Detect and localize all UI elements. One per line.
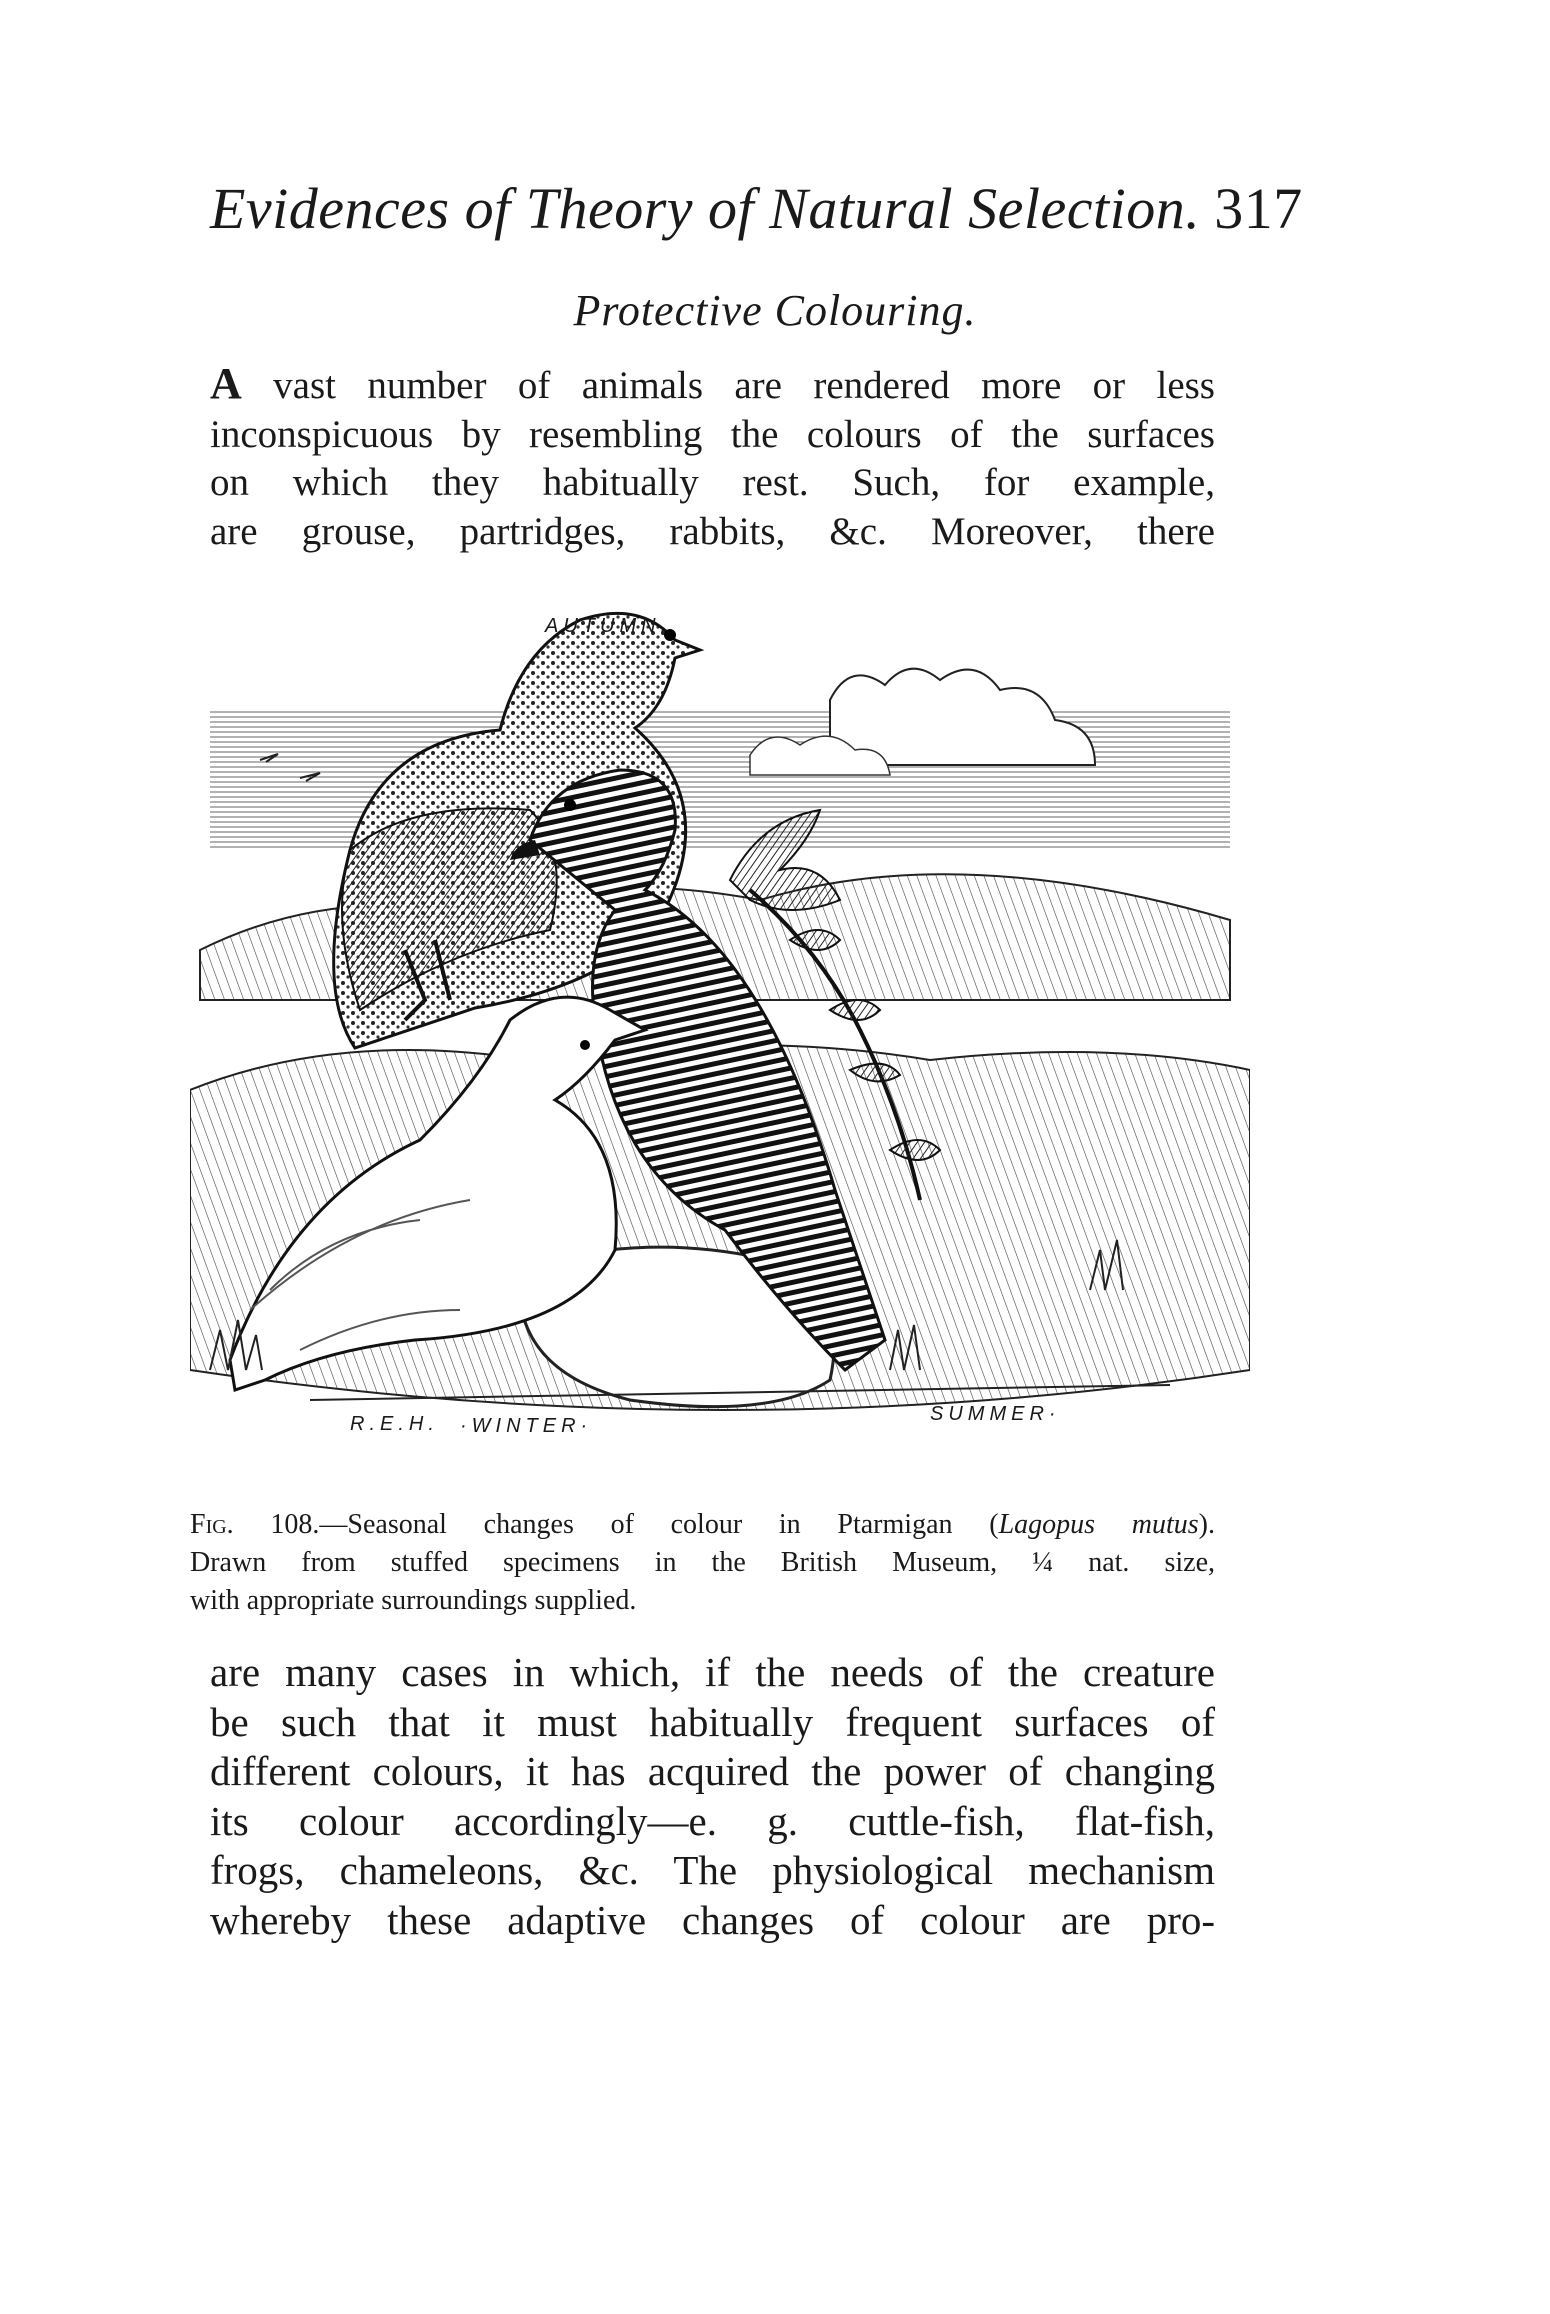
caption-line-1-text: —Seasonal changes of colour in Ptarmigan (	[319, 1509, 999, 1540]
paragraph-1-line-1-text: vast number of animals are rendered more or less	[241, 364, 1215, 407]
label-winter: ·WINTER·	[460, 1415, 593, 1437]
caption-line-1-end: ).	[1198, 1509, 1215, 1540]
paragraph-1-line-1	[210, 360, 1215, 411]
engraving-svg	[190, 590, 1250, 1480]
running-head-title: Evidences of Theory of Natural Selection.	[210, 176, 1201, 241]
drop-word: A	[210, 359, 242, 408]
paragraph-1-line-3: on which they habitually rest. Such, for example,	[210, 461, 1215, 504]
paragraph-2	[210, 1648, 1215, 1945]
caption-line-1	[190, 1506, 1215, 1544]
caption-line-3: with appropriate surroundings supplied.	[190, 1585, 637, 1616]
species-name: Lagopus mutus	[998, 1509, 1199, 1540]
paragraph-2-line-3: different colours, it has acquired the power of changing	[210, 1748, 1215, 1794]
caption-line-2: Drawn from stuffed specimens in the British Museum, ¼ nat. size,	[190, 1547, 1215, 1578]
label-autumn: AUTUMN.	[545, 615, 672, 637]
paragraph-2-line-6: whereby these adaptive changes of colour are pro-	[210, 1896, 1215, 1943]
running-head	[210, 175, 1303, 242]
section-heading: Protective Colouring.	[573, 286, 977, 335]
paragraph-1	[210, 360, 1215, 556]
label-summer: SUMMER·	[930, 1403, 1061, 1425]
page-number: 317	[1214, 176, 1303, 241]
paragraph-2-line-1: are many cases in which, if the needs of the creature	[210, 1649, 1215, 1695]
paragraph-1-line-4: are grouse, partridges, rabbits, &c. Moreover, there	[210, 509, 1215, 553]
paragraph-2-line-4: its colour accordingly—e. g. cuttle-fish, flat-fish,	[210, 1797, 1215, 1844]
paragraph-2-line-5: frogs, chameleons, &c. The physiological mechanism	[210, 1847, 1215, 1893]
figure-caption	[190, 1506, 1215, 1620]
artist-initials: R.E.H.	[350, 1413, 439, 1435]
figure-number: Fig. 108.	[190, 1509, 320, 1540]
ptarmigan-illustration	[190, 590, 1250, 1480]
paragraph-1-line-2: inconspicuous by resembling the colours of the surfaces	[210, 412, 1215, 456]
paragraph-2-line-2: be such that it must habitually frequent surfaces of	[210, 1698, 1215, 1745]
